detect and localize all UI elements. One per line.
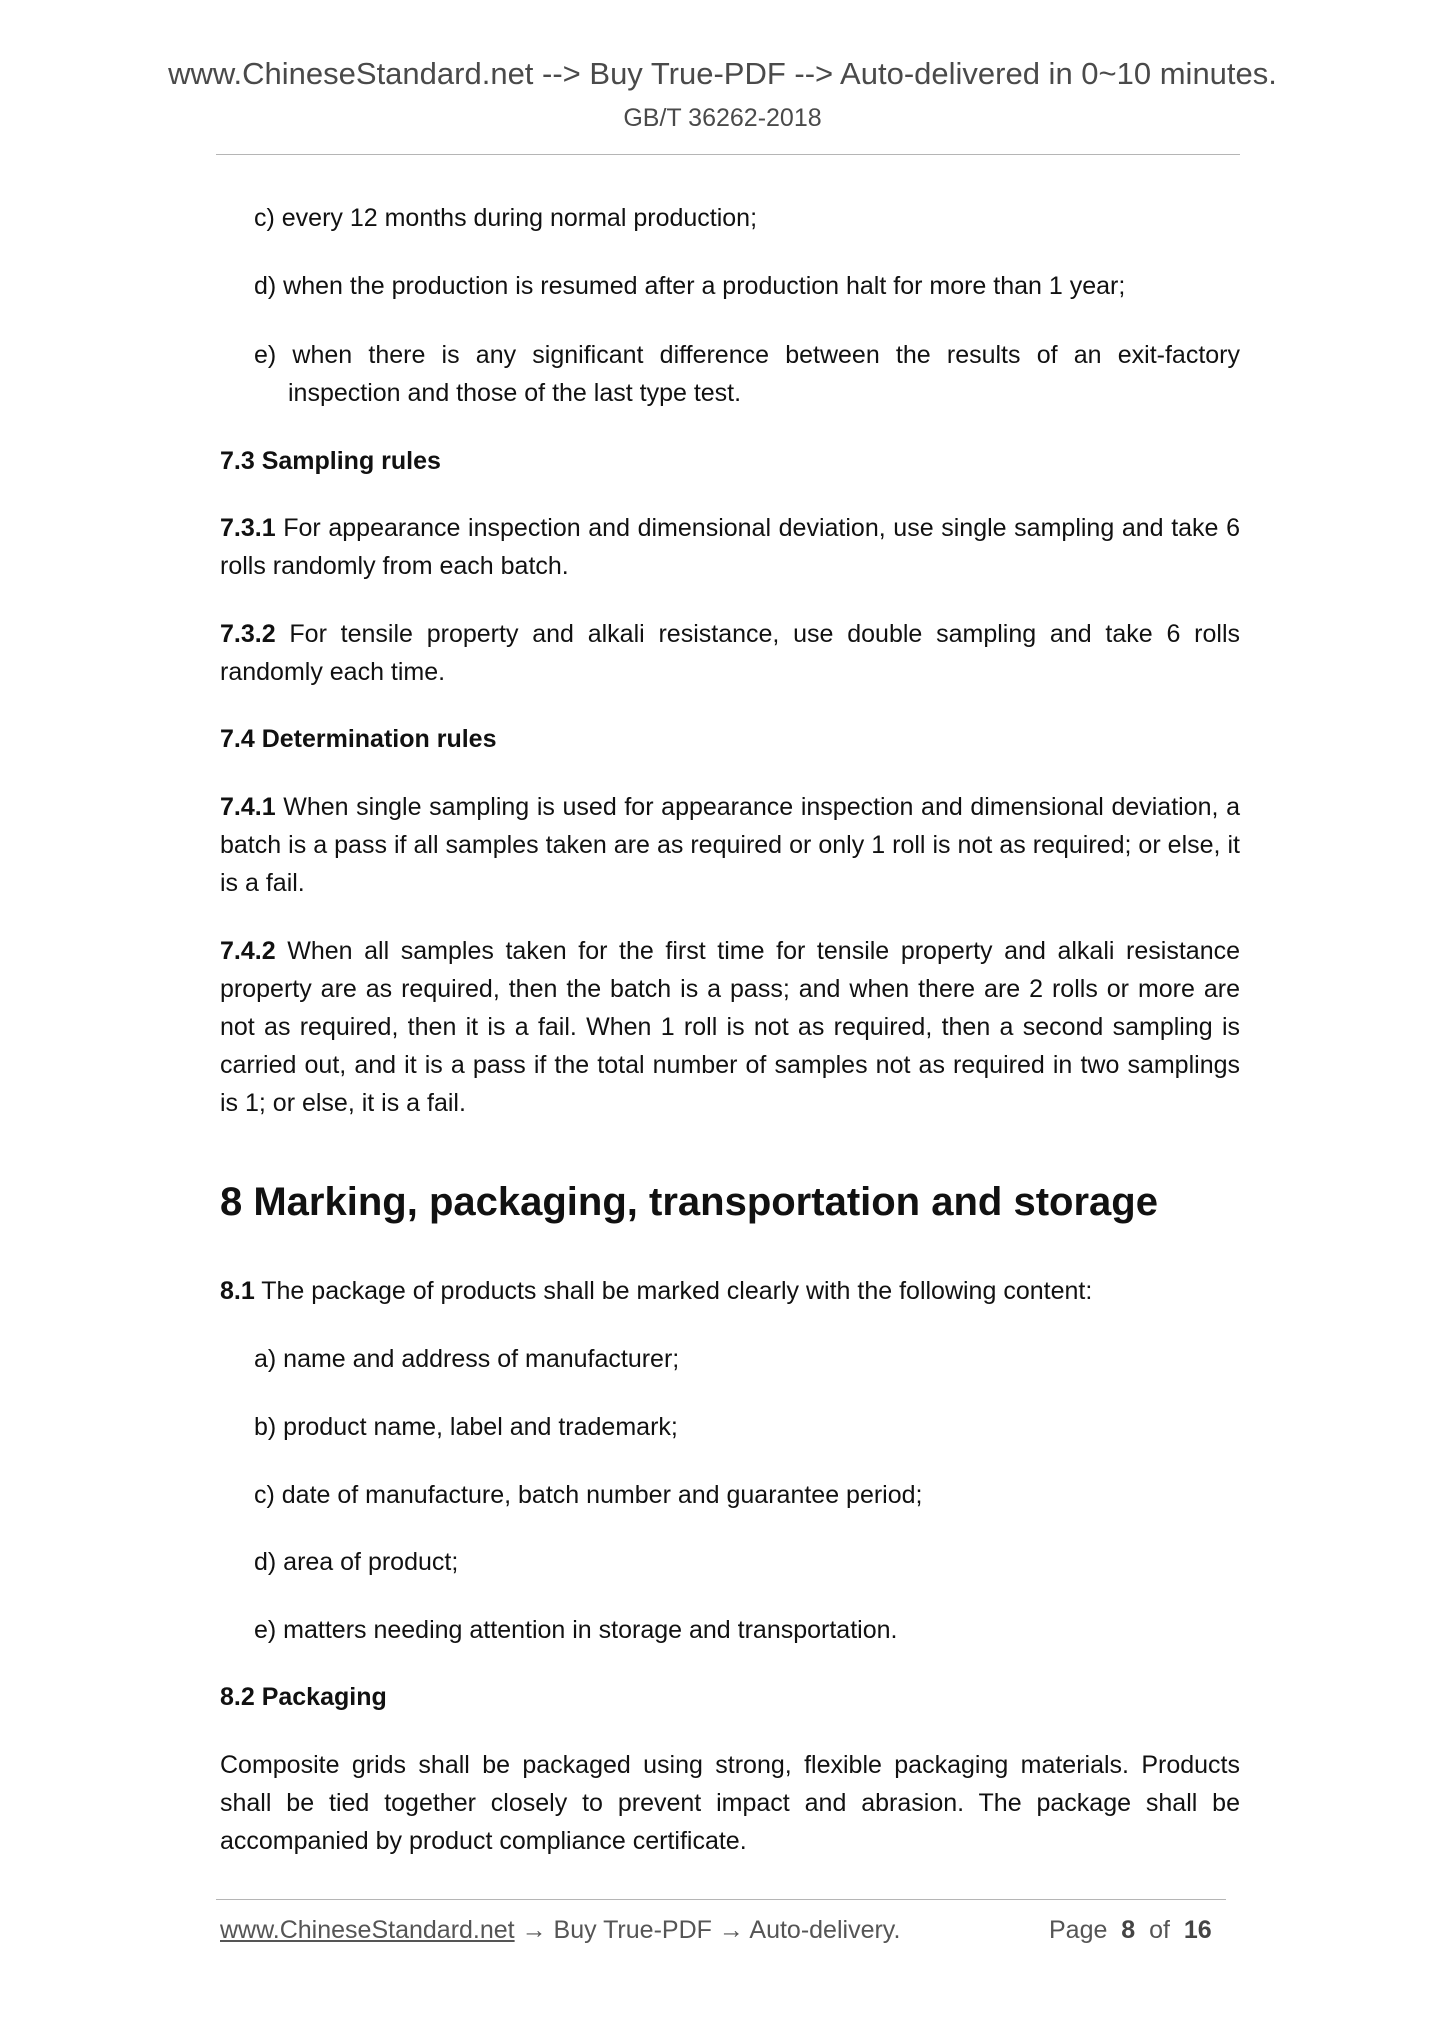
page-current: 8 bbox=[1121, 1916, 1136, 1944]
clause-text: When single sampling is used for appearance inspection and dimensional deviation, a batch is a pass if all samples taken are as required or only 1 roll is not as required; or else, it is a fail. bbox=[220, 793, 1240, 897]
page-label: Page bbox=[1049, 1916, 1108, 1944]
list-item-b: b) product name, label and trademark; bbox=[254, 1413, 678, 1441]
list-item-d: d) area of product; bbox=[254, 1548, 459, 1576]
clause-number: 7.4.1 bbox=[220, 793, 276, 821]
list-item-e: e) matters needing attention in storage and transportation. bbox=[254, 1616, 898, 1644]
clause-number: 7.4.2 bbox=[220, 937, 276, 965]
list-item-c: c) date of manufacture, batch number and guarantee period; bbox=[254, 1481, 923, 1509]
clause-text: When all samples taken for the first time for tensile property and alkali resistance property are as required, then the batch is a pass; and when there are 2 rolls or more are not as required, then it is a fail. When 1 roll is not as required, then a second sampling is carried out, and it is a pass if the total number of samples not as required in two samplings is 1; or else, it is a fail. bbox=[220, 937, 1240, 1117]
section-7-3-heading: 7.3 Sampling rules bbox=[220, 447, 441, 475]
list-item-a: a) name and address of manufacturer; bbox=[254, 1345, 680, 1373]
section-8-heading: 8 Marking, packaging, transportation and storage bbox=[220, 1180, 1158, 1224]
clause-number: 7.3.1 bbox=[220, 514, 276, 542]
list-item-e: e) when there is any significant difference between the results of an exit-factory inspection and those of the last type test. bbox=[254, 341, 1240, 407]
header-divider bbox=[216, 154, 1240, 155]
clause-8-1 bbox=[220, 1272, 1240, 1310]
clause-text: For appearance inspection and dimensional deviation, use single sampling and take 6 rolls randomly from each batch. bbox=[220, 514, 1240, 580]
footer-divider bbox=[216, 1899, 1226, 1900]
clause-number: 8.1 bbox=[220, 1277, 255, 1305]
standard-number: GB/T 36262-2018 bbox=[623, 104, 822, 132]
page-total: 16 bbox=[1183, 1916, 1212, 1944]
clause-text: The package of products shall be marked clearly with the following content: bbox=[254, 1277, 1093, 1305]
clause-8-2-text: Composite grids shall be packaged using strong, flexible packaging materials. Products shall be tied together closely to prevent impact and abrasion. The package shall be accompanied by product compliance certificate. bbox=[220, 1751, 1240, 1855]
clause-7-4-2 bbox=[220, 932, 1240, 1122]
list-item-c: c) every 12 months during normal production; bbox=[254, 204, 758, 232]
clause-7-3-2 bbox=[220, 615, 1240, 691]
page-indicator bbox=[1049, 1916, 1212, 1945]
of-label: of bbox=[1149, 1916, 1170, 1944]
clause-7-4-1 bbox=[220, 788, 1240, 902]
list-item-d: d) when the production is resumed after a production halt for more than 1 year; bbox=[254, 272, 1126, 300]
clause-number: 7.3.2 bbox=[220, 620, 276, 648]
section-8-2-heading: 8.2 Packaging bbox=[220, 1683, 387, 1711]
clause-7-3-1 bbox=[220, 509, 1240, 585]
clause-text: For tensile property and alkali resistance, use double sampling and take 6 rolls randomly each time. bbox=[220, 620, 1240, 686]
footer-tail: → Buy True-PDF → Auto-delivery. bbox=[514, 1916, 901, 1944]
footer-left bbox=[220, 1916, 900, 1945]
section-7-4-heading: 7.4 Determination rules bbox=[220, 725, 497, 753]
header-banner: www.ChineseStandard.net --> Buy True-PDF --> Auto-delivered in 0~10 minutes. bbox=[168, 56, 1277, 91]
site-link[interactable]: www.ChineseStandard.net bbox=[220, 1916, 515, 1944]
